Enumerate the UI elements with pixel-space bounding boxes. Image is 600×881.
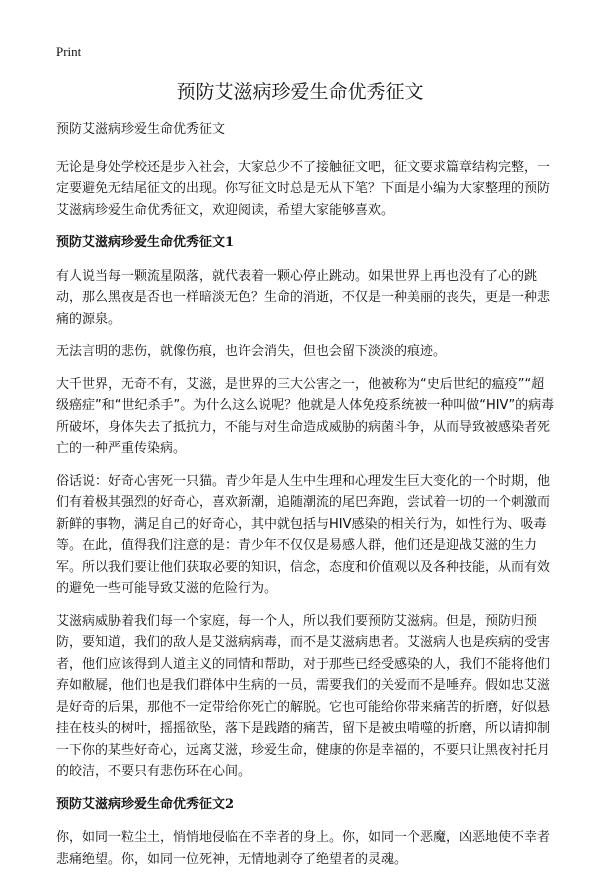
section-heading: 预防艾滋病珍爱生命优秀征文1 — [56, 235, 235, 250]
paragraph: 有人说当每一颗流星陨落，就代表着一颗心停止跳动。如果世界上再也没有了心的跳动，那么黑夜是否也一样暗淡无色？生命的消逝，不仅是一种美丽的丧失，更是一种悲痛的源泉。 — [56, 268, 551, 327]
section-heading: 预防艾滋病珍爱生命优秀征文2 — [56, 796, 235, 812]
paragraph: 你，如同一粒尘土，悄悄地侵临在不幸者的身上。你，如同一个恶魔，凶恶地使不幸者悲痛绝望。你，如同一位死神，无情地剥夺了绝望者的灵魂。 — [56, 830, 551, 867]
page-title: 预防艾滋病珍爱生命优秀征文 — [176, 81, 424, 103]
intro-paragraph: 无论是身处学校还是步入社会，大家总少不了接触征文吧，征文要求篇章结构完整，一定要避免无结尾征文的出现。你写征文时总是无从下笔？下面是小编为大家整理的预防艾滋病珍爱生命优秀征文，欢迎阅读，希望大家能够喜欢。 — [56, 159, 551, 218]
article-body — [56, 119, 556, 881]
paragraph: 无法言明的悲伤，就像伤痕，也许会消失，但也会留下淡淡的痕迹。 — [56, 344, 447, 359]
article-subtitle: 预防艾滋病珍爱生命优秀征文 — [56, 122, 226, 137]
paragraph: 艾滋病威胁着我们每一个家庭，每一个人，所以我们要预防艾滋病。但是，预防归预防，要知道，我们的敌人是艾滋病病毒，而不是艾滋病患者。艾滋病人也是疾病的受害者，他们应该得到人道主义的同情和帮助，对于那些已经受感染的人，我们不能将他们弃如敝屣，他们也是我们群体中生病的一员，需要我们的关爱而不是唾弃。假如忠艾滋是好奇的后果，那他不一定带给你死亡的解脱。它也可能给你带来痛苦的折磨，好似悬挂在枝头的树叶，摇摇欲坠，落下是践踏的痛苦，留下是被虫啃噬的折磨，所以请抑制一下你的某些好奇心，远离艾滋，珍爱生命，健康的你是幸福的，不要只让黑夜衬托月的皎洁，不要只有悲伤环在心间。 — [56, 613, 551, 779]
paragraph: 大千世界，无奇不有，艾滋，是世界的三大公害之一，他被称为“史后世纪的瘟疫”“超级癌症”和“世纪杀手”。为什么这么说呢？他就是人体免疫系统被一种叫做“HIV”的病毒所破坏，身体失去了抵抗力，不能与对生命造成威胁的病菌斗争，从而导致被感染者死亡的一种严重传染病。 — [56, 376, 555, 456]
paragraph: 俗话说：好奇心害死一只猫。青少年是人生中生理和心理发生巨大变化的一个时期，他们有着极其强烈的好奇心，喜欢新潮，追随潮流的尾巴奔跑，尝试着一切的一个刺激而新鲜的事物，满足自己的好奇心，其中就包括与HIV感染的相关行为，如性行为、吸毒等。在此，值得我们注意的是：青少年不仅仅是易感人群，他们还是迎战艾滋的生力军。所以我们要让他们获取必要的知识，信念，态度和价值观以及各种技能，从而有效的避免一些可能导致艾滋的危险行为。 — [56, 473, 551, 596]
print-link[interactable]: Print — [56, 44, 82, 59]
